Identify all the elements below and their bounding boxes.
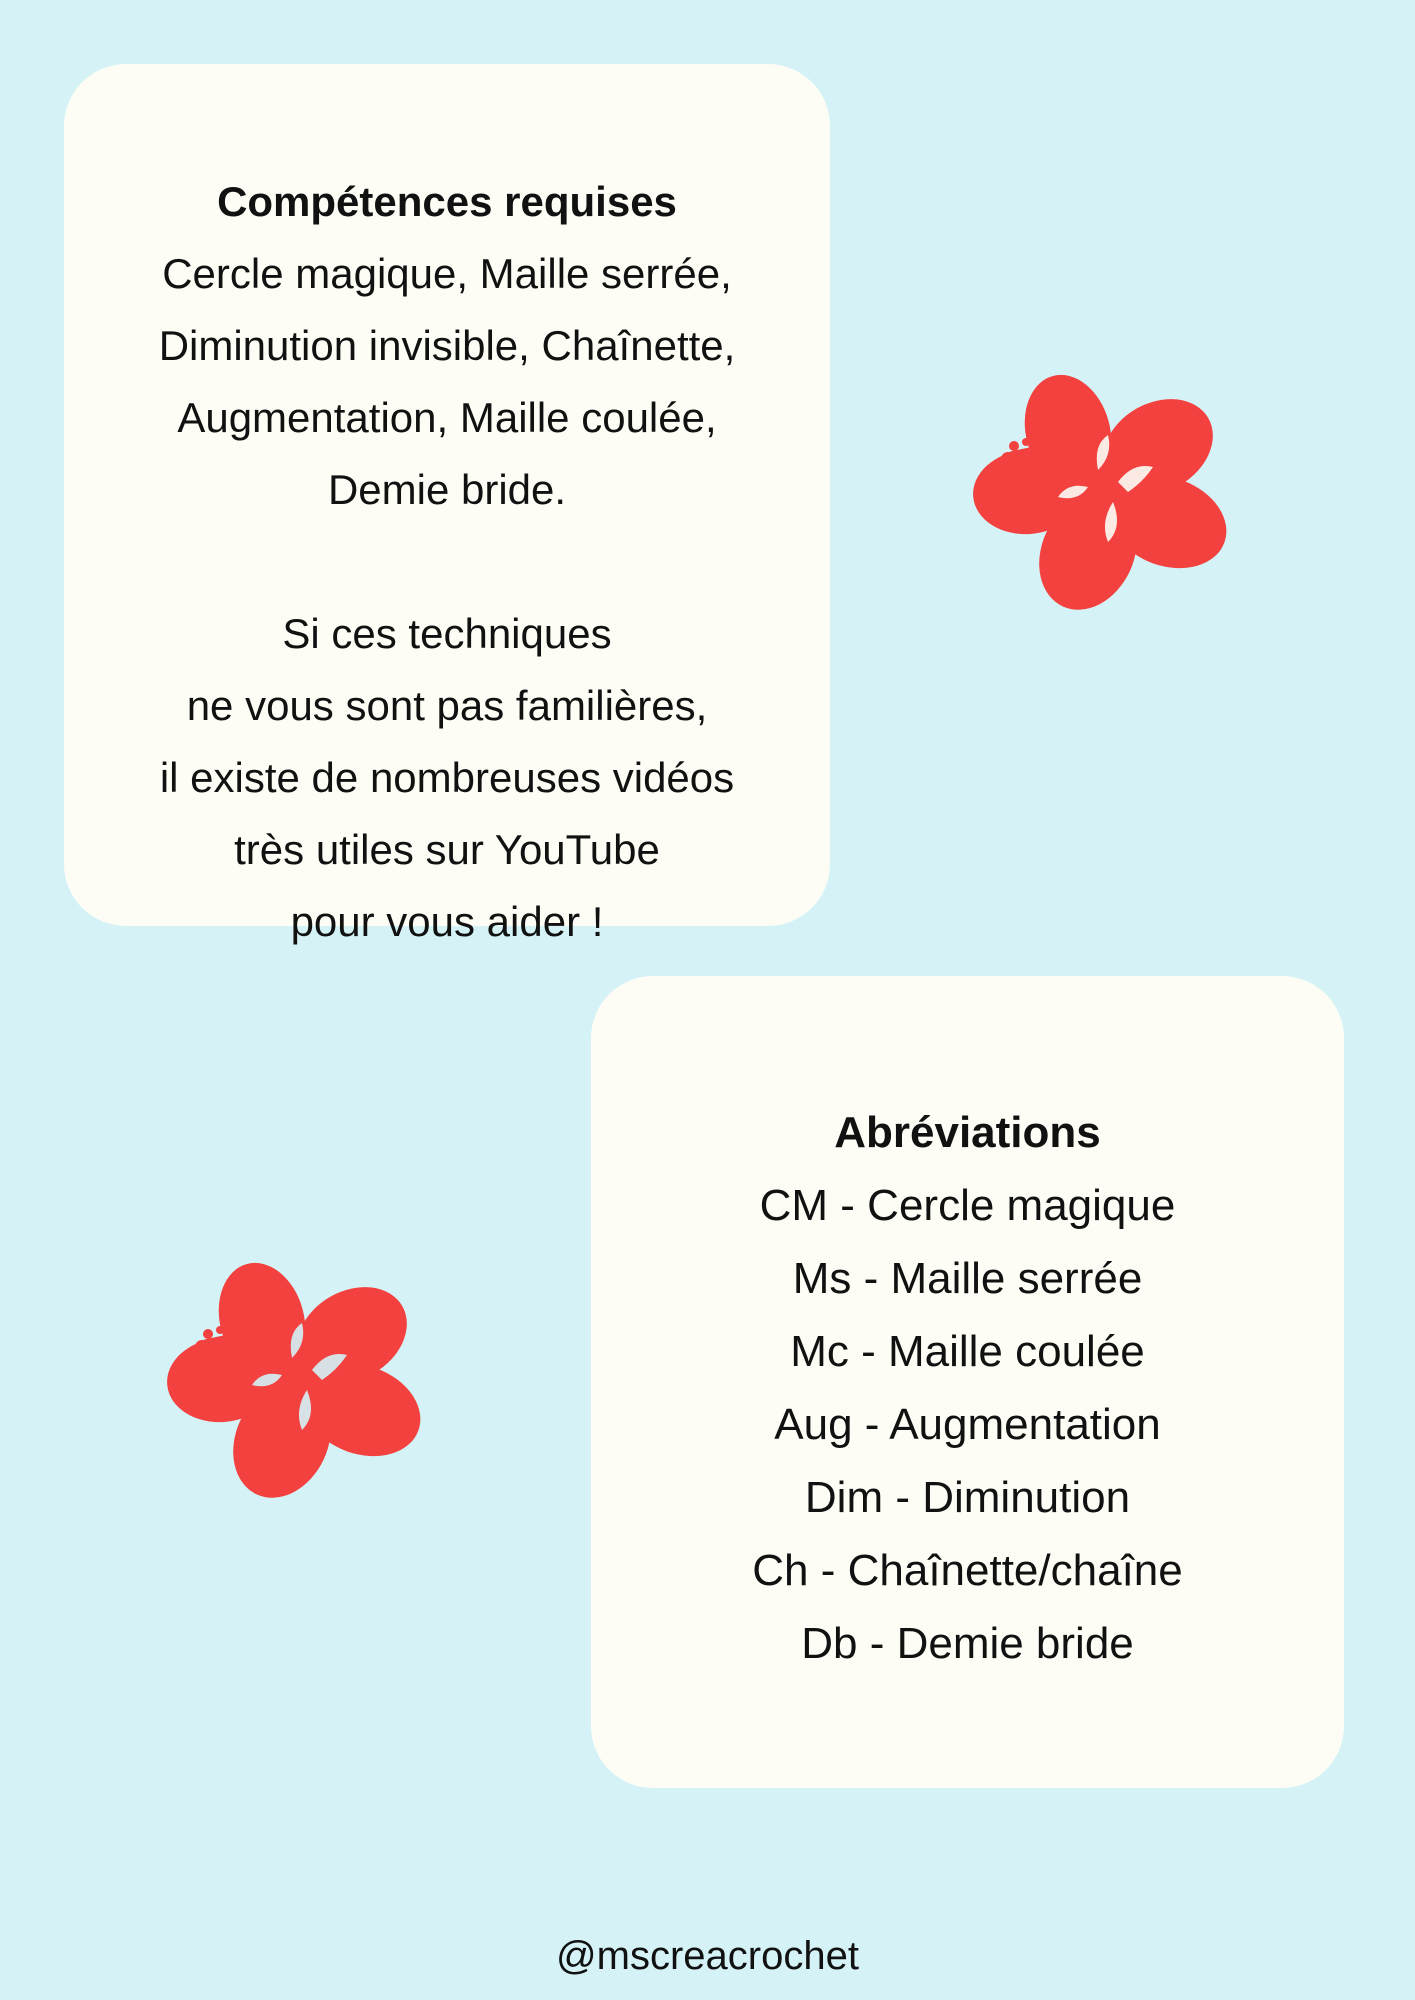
hibiscus-icon [968, 362, 1238, 612]
spacer [64, 526, 830, 598]
skills-line: Diminution invisible, Chaînette, [158, 322, 736, 369]
skills-card [64, 64, 830, 945]
social-handle: @mscreacrochet [556, 1934, 859, 1978]
skills-note-line: pour vous aider ! [290, 898, 604, 945]
skills-note-line: Si ces techniques [282, 610, 612, 657]
abbreviations-title: Abréviations [834, 1108, 1101, 1157]
abbreviation-item: Ms - Maille serrée [792, 1254, 1143, 1303]
skills-line: Augmentation, Maille coulée, [177, 394, 717, 441]
skills-note-line: ne vous sont pas familières, [186, 682, 708, 729]
abbreviation-item: Ch - Chaînette/chaîne [752, 1546, 1183, 1595]
skills-line: Demie bride. [327, 466, 567, 513]
skills-line: Cercle magique, Maille serrée, [162, 250, 732, 297]
hibiscus-icon [162, 1250, 432, 1500]
abbreviation-item: CM - Cercle magique [759, 1181, 1176, 1230]
abbreviation-item: Mc - Maille coulée [790, 1327, 1145, 1376]
abbreviation-item: Dim - Diminution [804, 1473, 1131, 1522]
abbreviations-card [591, 976, 1344, 1788]
skills-note-line: il existe de nombreuses vidéos [159, 754, 735, 801]
skills-note-line: très utiles sur YouTube [234, 826, 660, 873]
abbreviation-item: Db - Demie bride [801, 1619, 1134, 1668]
skills-title: Compétences requises [217, 178, 677, 225]
abbreviation-item: Aug - Augmentation [774, 1400, 1161, 1449]
